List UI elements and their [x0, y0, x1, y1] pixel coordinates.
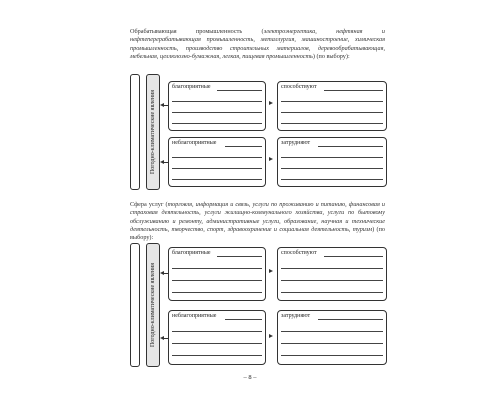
- paragraph-tail: ) (по выбору):: [130, 225, 385, 242]
- answer-line[interactable]: [172, 179, 262, 180]
- answer-line[interactable]: [281, 331, 383, 332]
- answer-line[interactable]: [172, 355, 262, 356]
- arrow-left-icon: [160, 336, 164, 340]
- answer-line[interactable]: [318, 146, 383, 147]
- box-label-hinder: затрудняют: [281, 313, 311, 319]
- box-label-favorable: благоприятные: [172, 84, 211, 90]
- answer-line[interactable]: [225, 146, 262, 147]
- arrow-right-icon: [269, 101, 273, 105]
- answer-line[interactable]: [172, 292, 262, 293]
- answer-line[interactable]: [217, 256, 262, 257]
- arrow-left-icon: [160, 103, 164, 107]
- box-label-favorable: благоприятные: [172, 250, 211, 256]
- answer-line[interactable]: [172, 123, 262, 124]
- box-favorable: [168, 247, 266, 301]
- paragraph-lead: Обрабатывающая промышленность (: [130, 28, 264, 35]
- answer-line[interactable]: [172, 112, 262, 113]
- answer-line[interactable]: [318, 319, 383, 320]
- box-label-unfavorable: неблагоприятные: [172, 313, 217, 319]
- diagram-services: [130, 243, 388, 367]
- sidebar-bracket: [130, 74, 140, 190]
- answer-line[interactable]: [225, 319, 262, 320]
- connector: [164, 162, 168, 163]
- sidebar-bracket: [130, 243, 140, 367]
- sidebar-label-box: [146, 243, 160, 367]
- answer-line[interactable]: [281, 157, 383, 158]
- answer-line[interactable]: [324, 90, 383, 91]
- box-label-unfavorable: неблагоприятные: [172, 140, 217, 146]
- answer-line[interactable]: [281, 168, 383, 169]
- answer-line[interactable]: [281, 123, 383, 124]
- answer-line[interactable]: [281, 343, 383, 344]
- box-label-hinder: затрудняют: [281, 140, 311, 146]
- connector: [164, 338, 168, 339]
- answer-line[interactable]: [281, 280, 383, 281]
- paragraph-tail: ) (по выбору):: [312, 52, 350, 60]
- arrow-right-icon: [269, 157, 273, 161]
- sidebar-label: Погодно-климатические явления: [150, 262, 156, 348]
- answer-line[interactable]: [172, 157, 262, 158]
- sidebar-label: Погодно-климатические явления: [150, 89, 156, 175]
- paragraph-services: [130, 201, 385, 242]
- connector: [164, 273, 168, 274]
- page-number: – 8 –: [243, 374, 257, 381]
- box-promote: [277, 81, 387, 131]
- answer-line[interactable]: [281, 292, 383, 293]
- answer-line[interactable]: [172, 101, 262, 102]
- box-hinder: [277, 137, 387, 187]
- answer-line[interactable]: [217, 90, 262, 91]
- paragraph-examples: электроэнергетика, нефтяная и нефтеперерабатывающая промышленность, металлургия, машиностроение, химическая промышленность, производство строительных материалов, деревообрабатывающая, мебельная, целлюлозно-бумажная, легкая, пищевая промышленность: [130, 28, 385, 60]
- box-unfavorable: [168, 310, 266, 365]
- answer-line[interactable]: [281, 355, 383, 356]
- answer-line[interactable]: [172, 331, 262, 332]
- answer-line[interactable]: [281, 268, 383, 269]
- box-unfavorable: [168, 137, 266, 187]
- answer-line[interactable]: [172, 343, 262, 344]
- box-promote: [277, 247, 387, 301]
- answer-line[interactable]: [281, 179, 383, 180]
- arrow-right-icon: [269, 269, 273, 273]
- paragraph-lead: Сфера услуг (: [130, 201, 168, 208]
- answer-line[interactable]: [172, 268, 262, 269]
- box-hinder: [277, 310, 387, 365]
- box-label-promote: способствуют: [281, 84, 317, 90]
- arrow-left-icon: [160, 271, 164, 275]
- arrow-right-icon: [269, 334, 273, 338]
- answer-line[interactable]: [281, 101, 383, 102]
- box-label-promote: способствуют: [281, 250, 317, 256]
- paragraph-examples: торговля, информация и связь, услуги по проживанию и питанию, финансовая и страховая деятельность, услуги жилищно-коммунального хозяйства, услуги по бытовому обслуживанию и ремонту, административные услуги, образование, научная и технические деятельность, творчество, спорт, здравоохранение и социальная деятельность, туризм: [130, 201, 386, 233]
- connector: [164, 105, 168, 106]
- answer-line[interactable]: [281, 112, 383, 113]
- box-favorable: [168, 81, 266, 131]
- answer-line[interactable]: [324, 256, 383, 257]
- answer-line[interactable]: [172, 280, 262, 281]
- arrow-left-icon: [160, 160, 164, 164]
- diagram-industry: [130, 74, 388, 190]
- answer-line[interactable]: [172, 168, 262, 169]
- paragraph-industry: [130, 28, 385, 61]
- sidebar-label-box: [146, 74, 160, 190]
